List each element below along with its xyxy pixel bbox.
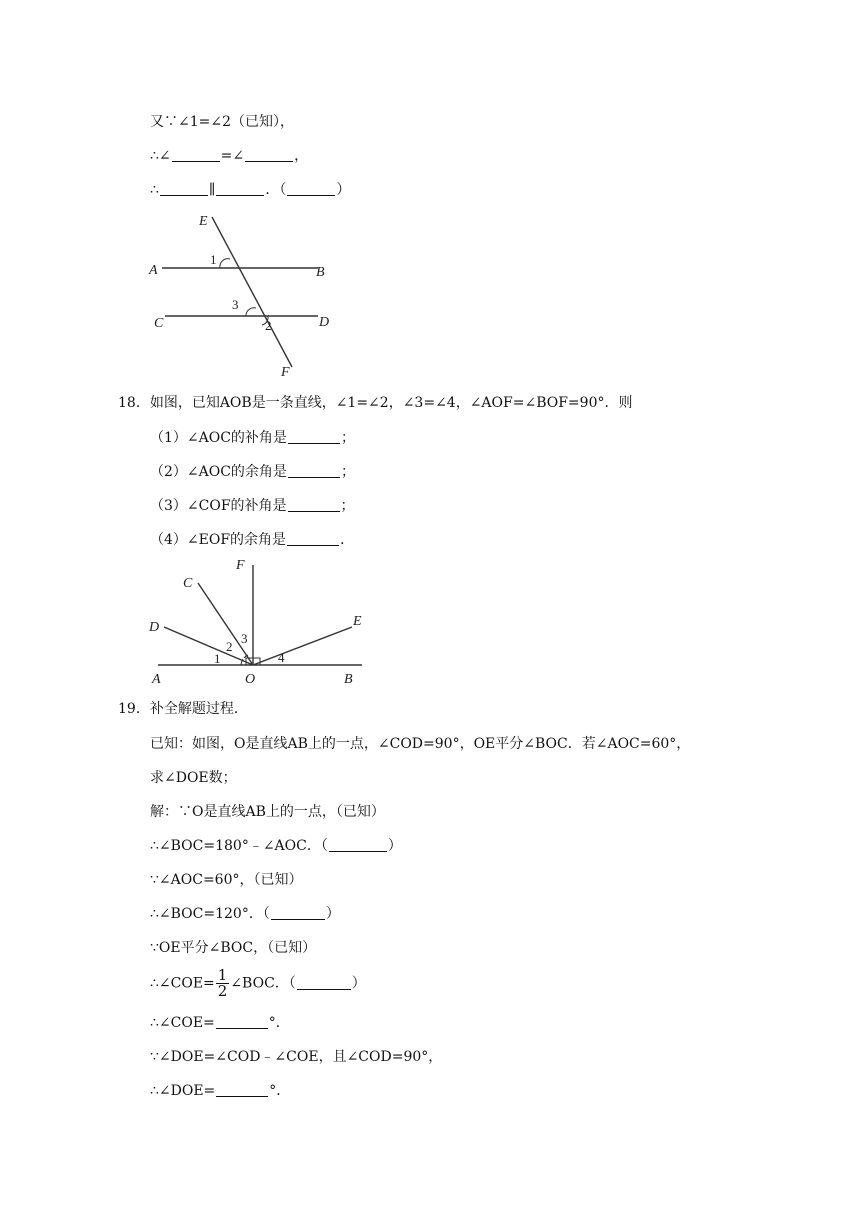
- label-angle-1: 1: [210, 252, 217, 267]
- q18-item-text: （4）∠EOF的余角是: [150, 532, 287, 548]
- q19-text: °．: [268, 1015, 290, 1031]
- q18-blank-2[interactable]: [288, 463, 340, 478]
- q18-item-end: ；: [340, 430, 355, 446]
- q18-blank-1[interactable]: [288, 429, 340, 444]
- q17-line-angle-equal: 又∵∠1=∠2（已知），: [150, 114, 295, 130]
- q19-solution-1: 解：∵O是直线AB上的一点，（已知）: [150, 804, 385, 820]
- q18-blank-4[interactable]: [287, 531, 339, 546]
- fraction-one-half: [216, 968, 230, 999]
- q19-solution-7: [150, 1013, 290, 1033]
- q18-item-text: （3）∠COF的补角是: [150, 498, 287, 514]
- label-o: O: [245, 672, 256, 687]
- angle-arc-1: [220, 259, 230, 268]
- label-angle-3: 3: [241, 631, 248, 646]
- q17-therefore-angle: ∴∠: [150, 148, 171, 164]
- q19-solution-4: [150, 904, 340, 924]
- fraction-numerator: 1: [217, 966, 228, 984]
- label-e: E: [199, 214, 208, 229]
- label-c: C: [183, 576, 193, 591]
- q19-text: ）: [351, 975, 366, 992]
- q19-text: ）: [325, 906, 340, 922]
- q17-line-blank-angles: [150, 146, 308, 166]
- q18-item-2: [150, 462, 355, 482]
- q19-solution-5: ∵OE平分∠BOC，（已知）: [150, 940, 317, 956]
- label-a: A: [149, 263, 158, 278]
- label-angle-3: 3: [232, 297, 239, 312]
- q18-blank-3[interactable]: [288, 497, 340, 512]
- q19-solution-2: [150, 836, 402, 856]
- q18-item-1: [150, 428, 355, 448]
- q19-given-1: 已知：如图，O是直线AB上的一点，∠COD=90°，OE平分∠BOC．若∠AOC=60°，: [150, 736, 691, 752]
- q19-reason-blank-1[interactable]: [329, 837, 387, 852]
- label-a: A: [152, 672, 161, 687]
- q17-paren-close: ）: [336, 182, 351, 198]
- q18-item-4: [150, 530, 354, 550]
- q18-item-text: （1）∠AOC的补角是: [150, 430, 287, 446]
- q18-item-end: ．: [340, 532, 355, 548]
- q17-blank-4[interactable]: [216, 181, 264, 196]
- q19-answer-blank-coe[interactable]: [216, 1014, 268, 1029]
- q17-blank-reason[interactable]: [287, 181, 335, 196]
- q18-item-end: ；: [340, 464, 355, 480]
- label-d: D: [149, 620, 160, 635]
- q19-solution-6: [150, 968, 366, 999]
- q17-line-parallel: [150, 180, 350, 200]
- q19-text: ）: [387, 838, 402, 854]
- q18-figure: [140, 555, 380, 690]
- line-ef: [212, 217, 292, 367]
- q19-answer-blank-doe[interactable]: [216, 1082, 268, 1097]
- q19-text: ∴∠COE=: [150, 975, 215, 992]
- label-angle-1: 1: [214, 651, 221, 666]
- angle-arc-3: [246, 308, 256, 316]
- q18-item-3: [150, 496, 355, 516]
- q18-item-end: ；: [340, 498, 355, 514]
- label-angle-2: 2: [265, 318, 272, 333]
- label-angle-4: 4: [278, 650, 285, 665]
- q19-solution-9: [150, 1081, 290, 1101]
- q17-comma: ，: [294, 148, 309, 164]
- label-b: B: [344, 672, 353, 687]
- q17-blank-2[interactable]: [245, 147, 293, 162]
- q19-solution-8: ∵∠DOE=∠COD﹣∠COE，且∠COD=90°，: [150, 1049, 443, 1065]
- q17-parallel-sign: ∥: [208, 182, 216, 198]
- label-f: F: [281, 365, 290, 380]
- ray-oe: [253, 627, 352, 665]
- q19-text: ∠BOC．（: [230, 975, 296, 992]
- q19-text: ∴∠BOC=120°．（: [150, 906, 270, 922]
- q19-text: ∴∠BOC=180°﹣∠AOC．（: [150, 838, 328, 854]
- q17-figure: [140, 205, 350, 380]
- q19-given-2: 求∠DOE数；: [150, 770, 237, 786]
- fraction-denominator: 2: [217, 982, 228, 1000]
- q18-stem: 18．如图，已知AOB是一条直线，∠1=∠2，∠3=∠4，∠AOF=∠BOF=90°．则: [118, 395, 633, 411]
- label-b: B: [316, 265, 325, 280]
- q19-text: ∴∠COE=: [150, 1015, 215, 1031]
- q17-blank-1[interactable]: [172, 147, 220, 162]
- q19-text: °．: [269, 1083, 291, 1099]
- q17-therefore: ∴: [150, 182, 159, 198]
- label-e: E: [353, 614, 362, 629]
- q18-item-text: （2）∠AOC的余角是: [150, 464, 287, 480]
- q19-text: ∴∠DOE=: [150, 1083, 216, 1099]
- label-d: D: [319, 315, 330, 330]
- q17-paren-open: ．（: [265, 182, 287, 198]
- q17-equals-angle: =∠: [220, 148, 245, 164]
- q19-solution-3: ∵∠AOC=60°，（已知）: [150, 872, 303, 888]
- label-f: F: [236, 558, 245, 573]
- q17-blank-3[interactable]: [160, 181, 208, 196]
- q19-reason-blank-2[interactable]: [271, 905, 325, 920]
- label-angle-2: 2: [226, 639, 233, 654]
- q19-reason-blank-3[interactable]: [297, 975, 351, 990]
- q19-title: 19．补全解题过程．: [118, 701, 248, 717]
- label-c: C: [154, 316, 164, 331]
